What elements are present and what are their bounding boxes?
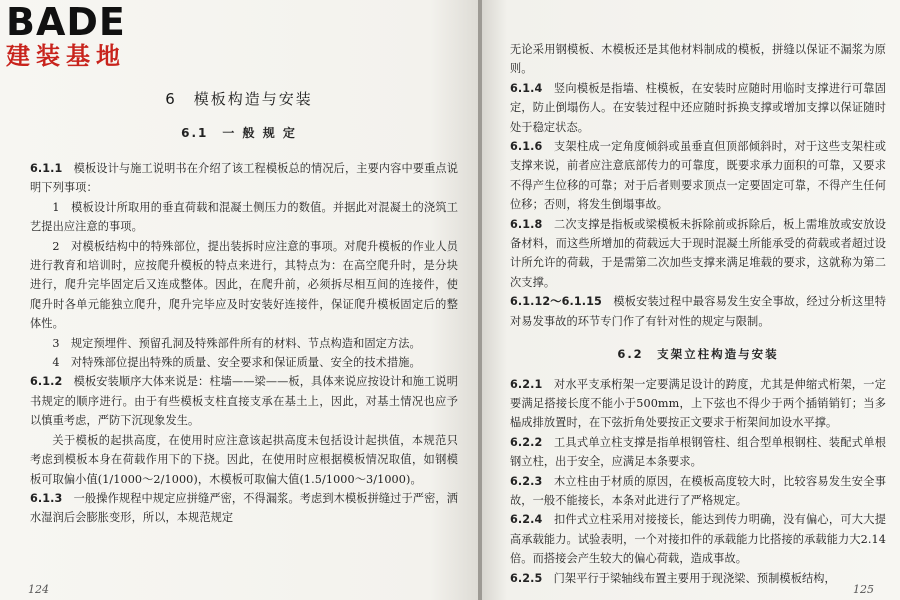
right-page bbox=[482, 0, 900, 600]
clause-number: 6.1.6 bbox=[510, 140, 543, 154]
paragraph-6-1-1 bbox=[30, 159, 458, 198]
paragraph-text: 一般操作规程中规定应拼缝严密，不得漏浆。考虑到木模板拼缝过于严密，洒水湿润后会膨胀变形，所以，本规范规定 bbox=[30, 491, 458, 525]
paragraph-text: 门架平行于梁轴线布置主要用于现浇梁、预制模板结构， bbox=[542, 571, 836, 585]
page-number-right: 125 bbox=[853, 583, 874, 596]
list-item-1 bbox=[30, 198, 458, 237]
paragraph-text: 3 规定预埋件、预留孔洞及特殊部件所有的材料、节点构造和固定方法。 bbox=[52, 336, 421, 350]
left-page-body bbox=[30, 159, 458, 528]
paragraph-6-1-12-15 bbox=[510, 292, 886, 331]
paragraph-6-2-1 bbox=[510, 375, 886, 433]
paragraph-text: 竖向模板是指墙、柱模板，在安装时应随时用临时支撑进行可靠固定，防止倒塌伤人。在安装过程中还应随时拆换支撑或增加支撑以保证随时处于稳定状态。 bbox=[510, 81, 886, 134]
clause-number: 6.1.3 bbox=[30, 491, 63, 505]
paragraph-text: 木立柱由于材质的原因，在模板高度较大时，比较容易发生安全事故，一般不能接长，本条对此进行了严格规定。 bbox=[510, 474, 886, 507]
paragraph-text: 模板安装顺序大体来说是：柱墙——梁——板，具体来说应按设计和施工说明书规定的顺序进行。由于有些模板支柱直接支承在基土上，因此，对基土情况也应予以慎重考虑，严防下沉现象发生。 bbox=[30, 375, 458, 428]
logo-latin-text: BADE bbox=[6, 0, 126, 44]
paragraph-text: 关于模板的起拱高度，在使用时应注意该起拱高度未包括设计起拱值，本规范只考虑到模板本身在荷载作用下的下挠。因此，在使用时应根据模板情况取值，如钢模板可取偏小值(1/1000～2/1000)，木模板可取偏大值(1.5/1000～3/1000)。 bbox=[30, 433, 458, 486]
list-item-4 bbox=[30, 353, 458, 372]
paragraph-camber bbox=[30, 431, 458, 489]
paragraph-6-1-4 bbox=[510, 79, 886, 137]
paragraph-6-1-2 bbox=[30, 372, 458, 430]
clause-number: 6.2.2 bbox=[510, 435, 543, 449]
clause-number: 6.2.1 bbox=[510, 377, 543, 391]
right-page-body bbox=[510, 40, 886, 588]
paragraph-text: 扣件式立柱采用对接接长，能达到传力明确，没有偏心，可大大提高承载能力。试验表明，一个对接扣件的承载能力比搭接的承载能力大2.14倍。而搭接会产生较大的偏心荷载，造成事故。 bbox=[510, 513, 886, 566]
chapter-title: 6 模板构造与安装 bbox=[165, 90, 313, 108]
paragraph-text: 1 模板设计所取用的垂直荷载和混凝土侧压力的数值。并据此对混凝土的浇筑工艺提出应注意的事项。 bbox=[30, 200, 458, 234]
clause-number: 6.1.1 bbox=[30, 162, 63, 175]
logo-chinese-text: 建装基地 bbox=[6, 42, 126, 70]
paragraph-text: 无论采用钢模板、木模板还是其他材料制成的模板，拼缝以保证不漏浆为原则。 bbox=[510, 43, 886, 76]
paragraph-6-2-4 bbox=[510, 510, 886, 568]
paragraph-text: 模板设计与施工说明书在介绍了该工程模板总的情况后，主要内容中要重点说明下列事项： bbox=[30, 162, 458, 195]
list-item-3 bbox=[30, 334, 458, 353]
clause-number: 6.2.3 bbox=[510, 474, 543, 488]
paragraph-6-1-6 bbox=[510, 137, 886, 215]
paragraph-6-2-5 bbox=[510, 569, 886, 588]
bade-logo bbox=[6, 2, 176, 72]
paragraph-text: 二次支撑是指板或梁模板未拆除前或拆除后，板上需堆放或安放设备材料，而这些所增加的荷载远大于现时混凝土所能承受的荷载或者超过设计所允许的荷载，于是需第二次加些支撑来满足堆载的要求，这就称为第二次支撑。 bbox=[510, 217, 886, 289]
paragraph-6-1-3 bbox=[30, 489, 458, 528]
paragraph-text: 工具式单立柱支撑是指单根钢管柱、组合型单根钢柱、装配式单根钢立柱，出于安全，应满足本条要求。 bbox=[510, 435, 886, 469]
paragraph-6-2-3 bbox=[510, 472, 886, 511]
clause-number: 6.1.12～6.1.15 bbox=[510, 295, 602, 309]
page-number-left: 124 bbox=[28, 583, 49, 596]
list-item-2 bbox=[30, 237, 458, 334]
paragraph-text: 模板安装过程中最容易发生安全事故，经过分析这里特对易发事故的环节专门作了有针对性的规定与限制。 bbox=[510, 295, 886, 328]
section-title-6-2: 6.2 支架立柱构造与安装 bbox=[617, 347, 779, 362]
paragraph-text: 对水平支承桁架一定要满足设计的跨度，尤其是伸缩式桁架，一定要满足搭接长度不能小于500mm，上下弦也不得少于两个插销销钉；当多榀成排放置时，在下弦折角处要按正文要求于桁架间加设水平撑。 bbox=[510, 377, 886, 430]
paragraph-text: 2 对模板结构中的特殊部位，提出装拆时应注意的事项。对爬升模板的作业人员进行教育和培训时，应按爬升模板的特点来进行，其特点为：在高空爬升时，是分块进行，爬升完毕固定后又连成整体。因此，在爬升前，必须拆尽相互间的连接件，使爬升时各单元能独立爬升，爬升完毕应及时安装好连接件，保证爬升模板固定后的整体性。 bbox=[30, 239, 458, 331]
clause-number: 6.1.4 bbox=[510, 81, 543, 95]
paragraph-6-2-2 bbox=[510, 433, 886, 472]
paragraph-text: 4 对特殊部位提出特殊的质量、安全要求和保证质量、安全的技术措施。 bbox=[52, 356, 421, 370]
clause-number: 6.2.4 bbox=[510, 513, 543, 527]
paragraph-6-1-8 bbox=[510, 215, 886, 293]
clause-number: 6.2.5 bbox=[510, 571, 543, 585]
paragraph-continued bbox=[510, 40, 886, 79]
clause-number: 6.1.8 bbox=[510, 217, 543, 231]
section-title-6-1: 6.1 一 般 规 定 bbox=[181, 126, 297, 140]
clause-number: 6.1.2 bbox=[30, 375, 63, 389]
paragraph-text: 支架柱成一定角度倾斜或虽垂直但顶部倾斜时，对于这些支架柱或支撑来说，前者应注意底部传力的可靠度，既要求承力面积的可靠，又要求不得产生位移的可靠；对于后者则要求顶点一定要固定可靠，不得产生任何位移；否则，将发生倒塌事故。 bbox=[510, 140, 886, 212]
